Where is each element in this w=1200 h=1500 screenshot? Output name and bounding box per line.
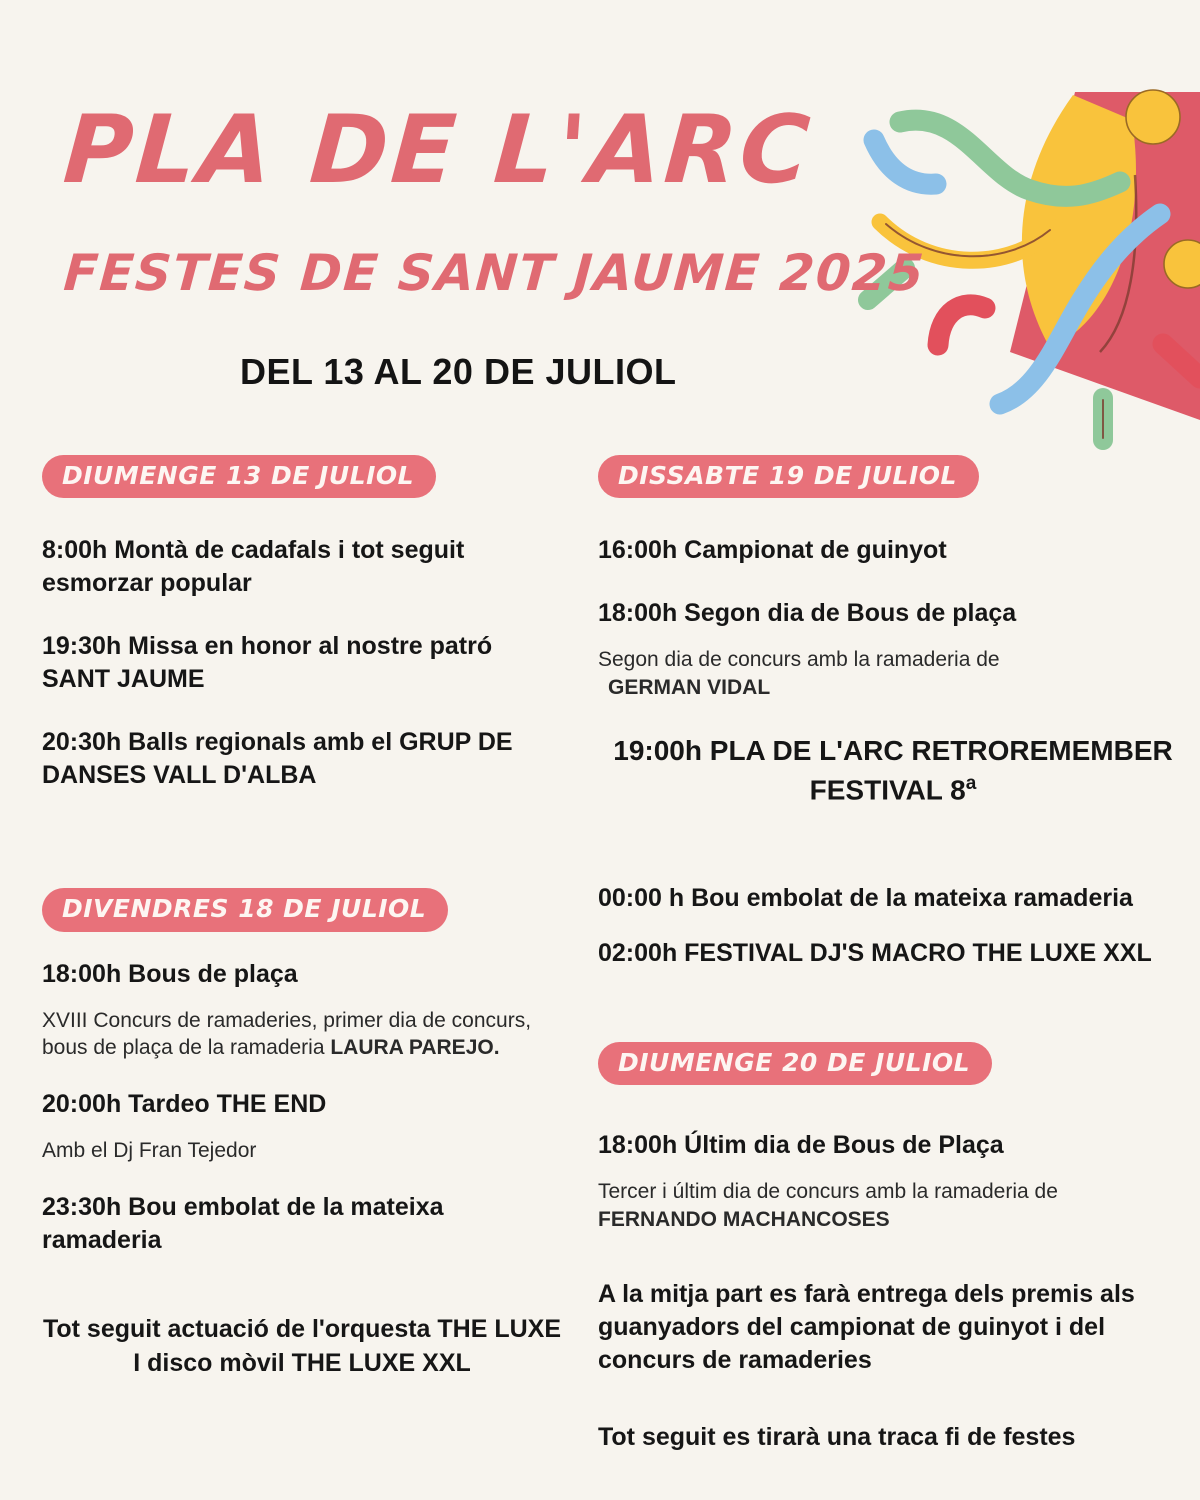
event-item: 23:30h Bou embolat de la mateixa ramaderia bbox=[42, 1193, 444, 1255]
closing-note-left: Tot seguit actuació de l'orquesta THE LUXE I disco mòvil THE LUXE XXL bbox=[42, 1315, 562, 1378]
confetti-green-swoosh bbox=[900, 120, 1120, 196]
date-range: DEL 13 AL 20 DE JULIOL bbox=[240, 351, 677, 392]
event-item: 16:00h Campionat de guinyot bbox=[598, 536, 947, 565]
kite-outline bbox=[1100, 175, 1136, 352]
day-section-19 bbox=[598, 455, 1188, 970]
event-detail-emphasis: GERMAN VIDAL bbox=[608, 676, 771, 700]
pennant-red-shape bbox=[1010, 92, 1200, 420]
prize-note: A la mitja part es farà entrega dels premis als guanyadors del campionat de guinyot i del concurs de ramaderies bbox=[598, 1279, 1135, 1374]
confetti-blue-long-swoosh bbox=[1000, 214, 1160, 404]
festival-headline-line1: 19:00h PLA DE L'ARC RETROREMEMBER bbox=[613, 735, 1173, 767]
event-item: 18:00h Últim dia de Bous de Plaça bbox=[598, 1130, 1004, 1159]
confetti-red-hook bbox=[938, 305, 985, 345]
event-detail-emphasis: LAURA PAREJO. bbox=[330, 1036, 500, 1060]
event-item: 18:00h Segon dia de Bous de plaça bbox=[598, 599, 1017, 628]
page-subtitle: FESTES DE SANT JAUME 2025 bbox=[61, 244, 927, 302]
confetti-blue-short-curve bbox=[874, 140, 936, 184]
event-item: 18:00h Bous de plaça bbox=[42, 959, 298, 988]
event-detail-text: XVIII Concurs de ramaderies, primer dia de concurs, bous de plaça de la ramaderia bbox=[42, 1008, 532, 1060]
festival-ordinal: a bbox=[965, 772, 977, 794]
day-badge-19: DISSABTE 19 DE JULIOL bbox=[598, 455, 979, 498]
event-detail-emphasis: FERNANDO MACHANCOSES bbox=[598, 1207, 890, 1231]
pennant-circle-2 bbox=[1164, 240, 1200, 288]
day-badge-13: DIUMENGE 13 DE JULIOL bbox=[42, 455, 436, 498]
pennant-circle-1 bbox=[1126, 90, 1180, 144]
day-badge-20: DIUMENGE 20 DE JULIOL bbox=[598, 1042, 992, 1085]
event-item: 00:00 h Bou embolat de la mateixa ramaderia bbox=[598, 883, 1133, 912]
kite-yellow-leaf bbox=[1022, 95, 1136, 348]
event-detail: Segon dia de concurs amb la ramaderia de bbox=[598, 648, 1000, 672]
event-item: 8:00h Montà de cadafals i tot seguit esmorzar popular bbox=[42, 536, 465, 598]
event-item: 20:30h Balls regionals amb el GRUP DE DANSES VALL D'ALBA bbox=[42, 728, 513, 790]
festival-headline-line2: FESTIVAL 8 bbox=[809, 774, 966, 806]
event-item: 02:00h FESTIVAL DJ'S MACRO THE LUXE XXL bbox=[598, 938, 1152, 967]
schedule-column-right bbox=[598, 455, 1188, 1454]
festival-headline bbox=[598, 732, 1188, 810]
day-section-20 bbox=[598, 1042, 1188, 1454]
event-item: 19:30h Missa en honor al nostre patró SANT JAUME bbox=[42, 632, 493, 694]
page-title: PLA DE L'ARC bbox=[60, 96, 816, 205]
confetti-red-dash bbox=[1163, 344, 1200, 378]
schedule-column-left bbox=[42, 455, 562, 1381]
event-detail: Tercer i últim dia de concurs amb la ramaderia de bbox=[598, 1179, 1058, 1203]
event-detail bbox=[42, 1007, 562, 1063]
event-detail: Amb el Dj Fran Tejedor bbox=[42, 1139, 257, 1163]
event-item: 20:00h Tardeo THE END bbox=[42, 1090, 327, 1119]
day-section-13 bbox=[42, 455, 562, 792]
day-section-18 bbox=[42, 888, 562, 1381]
day-badge-18: DIVENDRES 18 DE JULIOL bbox=[42, 888, 448, 931]
closing-note-right: Tot seguit es tirarà una traca fi de festes bbox=[598, 1422, 1076, 1451]
